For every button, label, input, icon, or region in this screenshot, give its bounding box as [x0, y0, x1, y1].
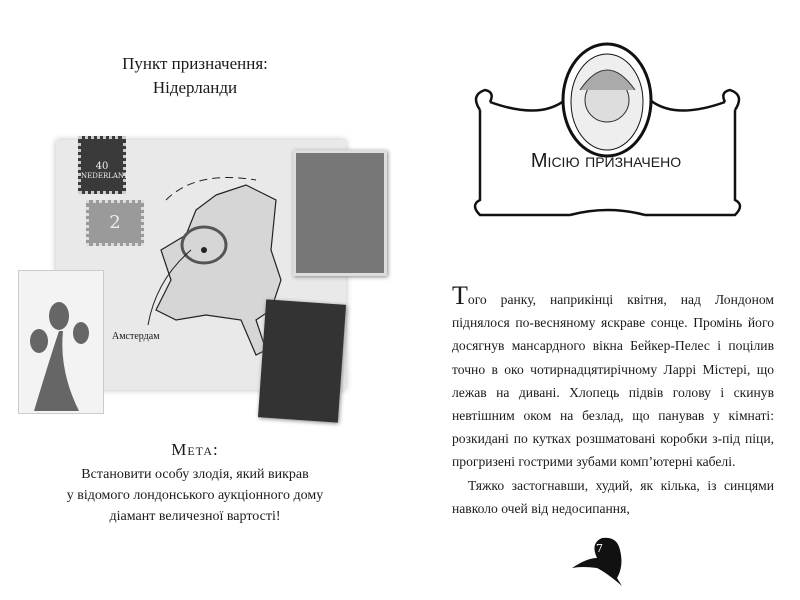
rembrandt-portrait — [258, 299, 346, 422]
goal-line: Встановити особу злодія, який викрав — [81, 467, 309, 482]
tulip-icon — [19, 271, 103, 413]
goal-line: діамант величезної вартості! — [109, 509, 281, 524]
postcard-dutch-couple — [293, 150, 387, 276]
chapter-frame-icon — [460, 30, 755, 225]
stamp-numeral — [86, 200, 144, 246]
stamp-value: 2 — [109, 212, 121, 233]
chapter-title: Місію призначено — [530, 150, 682, 172]
destination-label: Пункт призначення: — [122, 54, 268, 73]
goal-text — [60, 464, 330, 527]
stamp-value: 40 — [95, 161, 109, 172]
drop-cap: Т — [452, 281, 468, 310]
deerstalker-hat-icon — [562, 528, 632, 588]
stamp-queen — [78, 136, 130, 194]
body-text — [452, 281, 774, 520]
page-number: 7 — [596, 542, 603, 555]
paragraph-text: ого ранку, наприкінці квітня, над Лондоном піднялося по-весняному яскраве сонце. Промінь його досягнув мансардного вікна Бейкер-Пелес і поцілив точно в око чотирнадцятирічному Ларрі Містері, що лежав на дивані. Хлопець підвів голову і скинув невтішним оком на безлад, що панував у кімнаті: розкидані по кутках розшматовані коробки з-під піци, прогризені гострими зубами комп’ютерні кабелі. — [452, 292, 774, 470]
tulip-card — [18, 270, 104, 414]
destination-heading — [60, 52, 330, 100]
destination-country: Нідерланди — [152, 78, 238, 97]
page-number-hat — [562, 528, 632, 588]
goal-title: Мета: — [171, 440, 219, 459]
goal-section — [60, 440, 330, 527]
goal-line: у відомого лондонського аукціонного дому — [66, 488, 324, 503]
map-label-amsterdam: Амстердам — [112, 331, 160, 342]
paragraph — [452, 281, 774, 474]
stamp-country: NEDERLAND — [81, 172, 130, 180]
paragraph: Тяжко застогнавши, худий, як кілька, із синцями навколо очей від недосипання, — [452, 477, 774, 516]
